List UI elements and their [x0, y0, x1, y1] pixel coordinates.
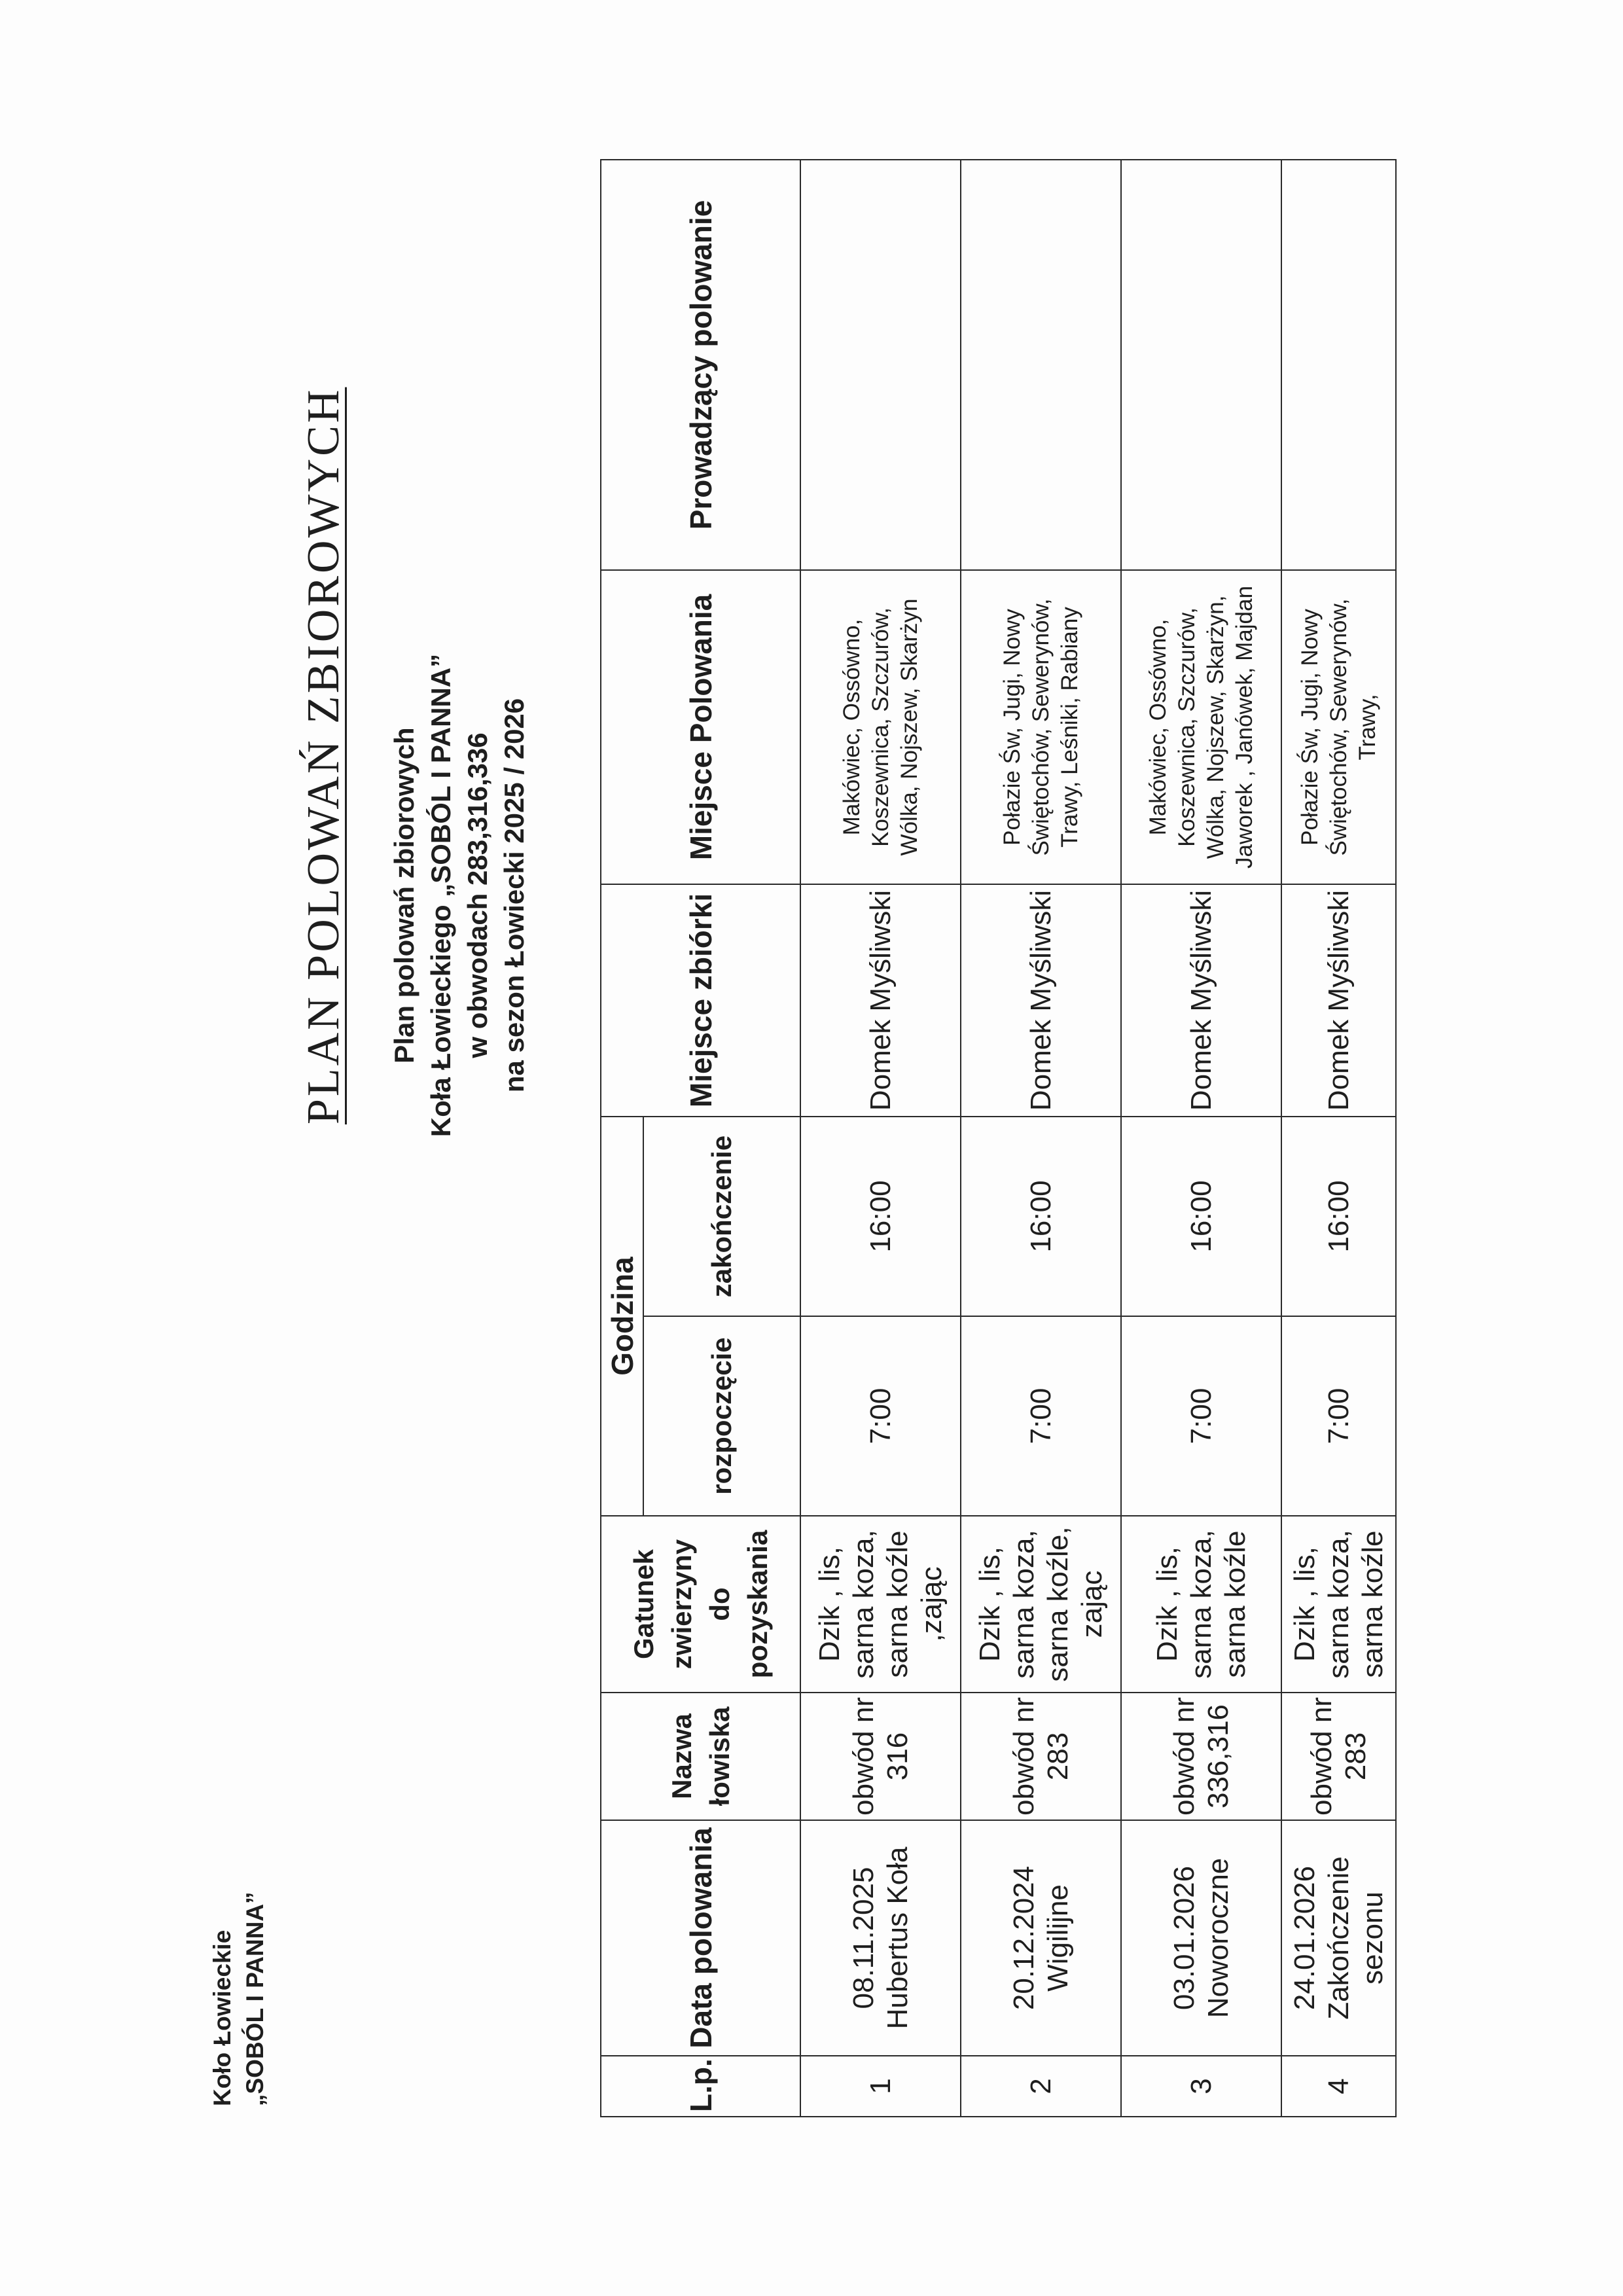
hunt-date: 20.12.2024 Wigilijne: [961, 1820, 1121, 2056]
table-row: [800, 160, 961, 2117]
hunt-date: 03.01.2026 Noworoczne: [1121, 1820, 1281, 2056]
header-meeting-place: Miejsce zbiórki: [601, 884, 800, 1117]
header-species: Gatunek zwierzyny do pozyskania: [601, 1516, 800, 1693]
end-time: 16:00: [800, 1117, 961, 1316]
subtitle-line-4: na sezon Łowiecki 2025 / 2026: [499, 698, 529, 1093]
game-species: Dzik , lis, sarna koza, sarna koźle: [1281, 1516, 1396, 1693]
table-row: [961, 160, 1121, 2117]
hunt-place: Połazie Św, Jugi, Nowy Świętochów, Sewerynów, Trawy, Leśniki, Rabiany: [961, 570, 1121, 884]
header-lp: L.p.: [601, 2056, 800, 2117]
row-number: 1: [800, 2056, 961, 2117]
hunting-area: obwód nr 283: [961, 1693, 1121, 1820]
club-name-line-2: „SOBÓL I PANNA”: [241, 1892, 268, 2106]
start-time: 7:00: [800, 1316, 961, 1516]
header-date: Data polowania: [601, 1820, 800, 2056]
hunt-place: Makówiec, Ossówno, Koszewnica, Szczurów, Wólka, Nojszew, Skarżyn: [800, 570, 961, 884]
row-number: 3: [1121, 2056, 1281, 2117]
subtitle: [386, 653, 533, 1138]
hunt-leader: [800, 160, 961, 570]
end-time: 16:00: [1281, 1117, 1396, 1316]
meeting-place: Domek Myśliwski: [1121, 884, 1281, 1117]
end-time: 16:00: [961, 1117, 1121, 1316]
hunt-leader: [1121, 160, 1281, 570]
header-end: zakończenie: [643, 1117, 800, 1316]
hunt-date: 08.11.2025 Hubertus Koła: [800, 1820, 961, 2056]
meeting-place: Domek Myśliwski: [961, 884, 1121, 1117]
game-species: Dzik , lis, sarna koza, sarna koźle: [1121, 1516, 1281, 1693]
row-number: 4: [1281, 2056, 1396, 2117]
hunt-leader: [961, 160, 1121, 570]
club-name: [206, 1892, 272, 2106]
club-name-line-1: Koło Łowieckie: [209, 1929, 236, 2106]
game-species: Dzik , lis, sarna koza, sarna koźle ,zając: [800, 1516, 961, 1693]
hunting-area: obwód nr 316: [800, 1693, 961, 1820]
hunting-area: obwód nr 283: [1281, 1693, 1396, 1820]
meeting-place: Domek Myśliwski: [800, 884, 961, 1117]
meeting-place: Domek Myśliwski: [1281, 884, 1396, 1117]
hunting-area: obwód nr 336,316: [1121, 1693, 1281, 1820]
document-title: PLAN POLOWAŃ ZBIOROWYCH: [298, 387, 349, 1124]
header-area-name: Nazwa łowiska: [601, 1693, 800, 1820]
header-hour: Godzina: [601, 1117, 643, 1516]
hunt-leader: [1281, 160, 1396, 570]
header-leader: Prowadzący polowanie: [601, 160, 800, 570]
table-row: [1281, 160, 1396, 2117]
subtitle-line-2: Koła Łowieckiego „SOBÓL I PANNA”: [425, 653, 456, 1138]
start-time: 7:00: [961, 1316, 1121, 1516]
hunt-place: Makówiec, Ossówno, Koszewnica, Szczurów, Wólka, Nojszew, Skarżyn, Jaworek , Janówek, Majdan: [1121, 570, 1281, 884]
header-hunt-place: Miejsce Polowania: [601, 570, 800, 884]
subtitle-line-1: Plan polowań zbiorowych: [389, 727, 419, 1064]
end-time: 16:00: [1121, 1117, 1281, 1316]
game-species: Dzik , lis, sarna koza, sarna koźle, zając: [961, 1516, 1121, 1693]
start-time: 7:00: [1121, 1316, 1281, 1516]
hunt-plan-table: [600, 159, 1397, 2117]
table-row: [1121, 160, 1281, 2117]
subtitle-line-3: w obwodach 283,316,336: [462, 732, 493, 1058]
hunt-date: 24.01.2026 Zakończenie sezonu: [1281, 1820, 1396, 2056]
start-time: 7:00: [1281, 1316, 1396, 1516]
hunt-place: Połazie Św, Jugi, Nowy Świętochów, Sewerynów, Trawy,: [1281, 570, 1396, 884]
row-number: 2: [961, 2056, 1121, 2117]
header-start: rozpoczęcie: [643, 1316, 800, 1516]
